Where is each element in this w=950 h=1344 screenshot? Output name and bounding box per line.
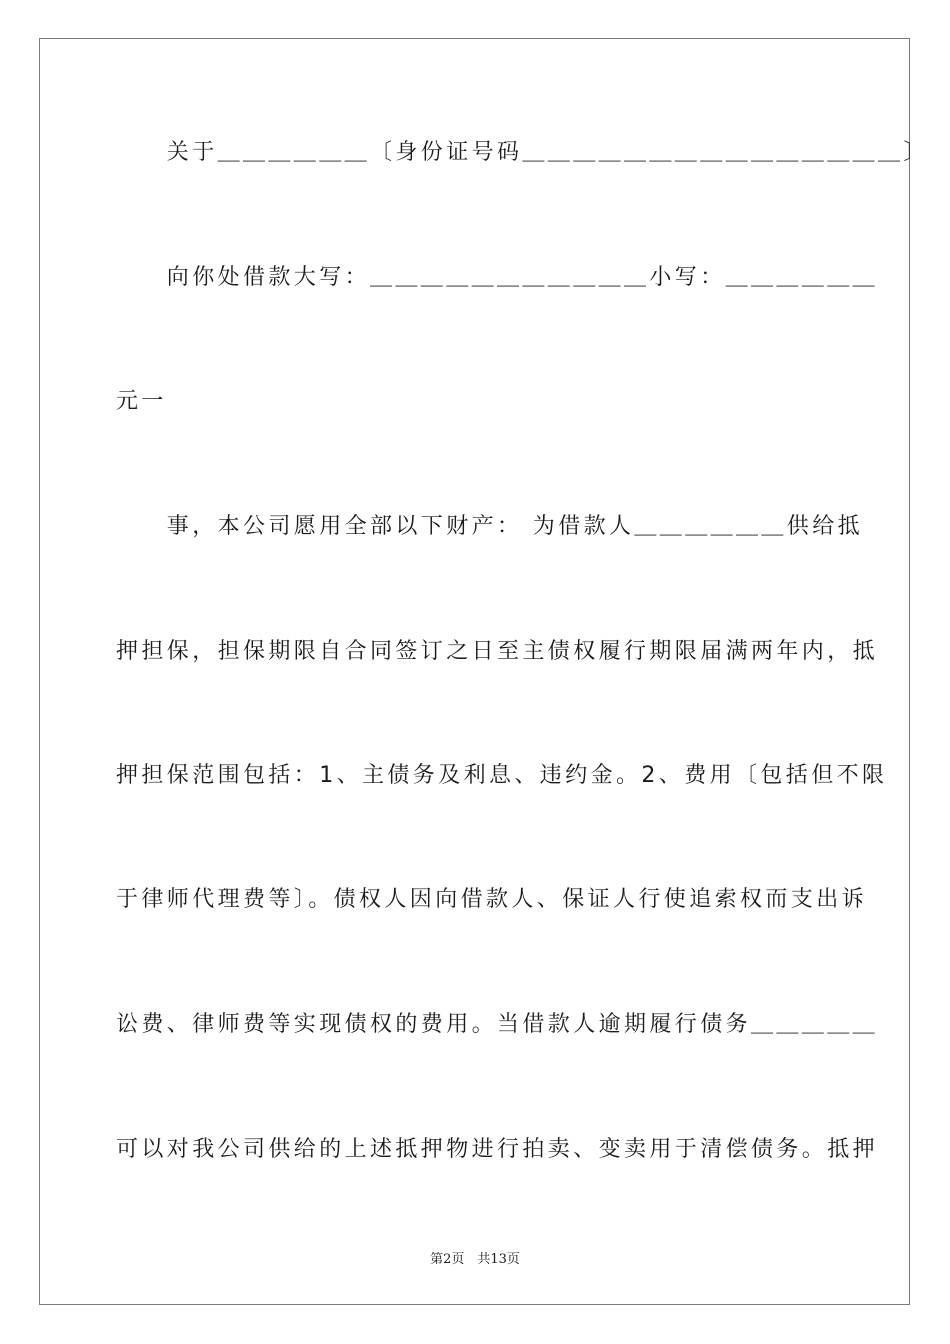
text-line-7: 于律师代理费等〕。债权人因向借款人、保证人行使追索权而支出诉 [116,887,868,912]
text-line-5: 押担保，担保期限自合同签订之日至主债权履行期限届满两年内，抵 [116,639,879,664]
text-line-6: 押担保范围包括：1、主债务及利息、违约金。2、费用〔包括但不限 [116,763,888,788]
text-line-1: 关于＿＿＿＿＿＿〔身份证号码＿＿＿＿＿＿＿＿＿＿＿＿＿＿＿〕 [116,140,929,165]
text-line-8: 讼费、律师费等实现债权的费用。当借款人逾期履行债务＿＿＿＿＿ [116,1012,879,1037]
text-line-4: 事，本公司愿用全部以下财产： 为借款人＿＿＿＿＿＿供给抵 [116,514,863,539]
text-line-9: 可以对我公司供给的上述抵押物进行拍卖、变卖用于清偿债务。抵押 [116,1137,879,1162]
text-line-2: 向你处借款大写：＿＿＿＿＿＿＿＿＿＿＿小写：＿＿＿＿＿＿ [116,265,879,290]
page-border [39,38,910,1305]
page-number-footer: 第2页 共13页 [430,1252,520,1267]
text-line-3: 元一 [116,389,167,414]
